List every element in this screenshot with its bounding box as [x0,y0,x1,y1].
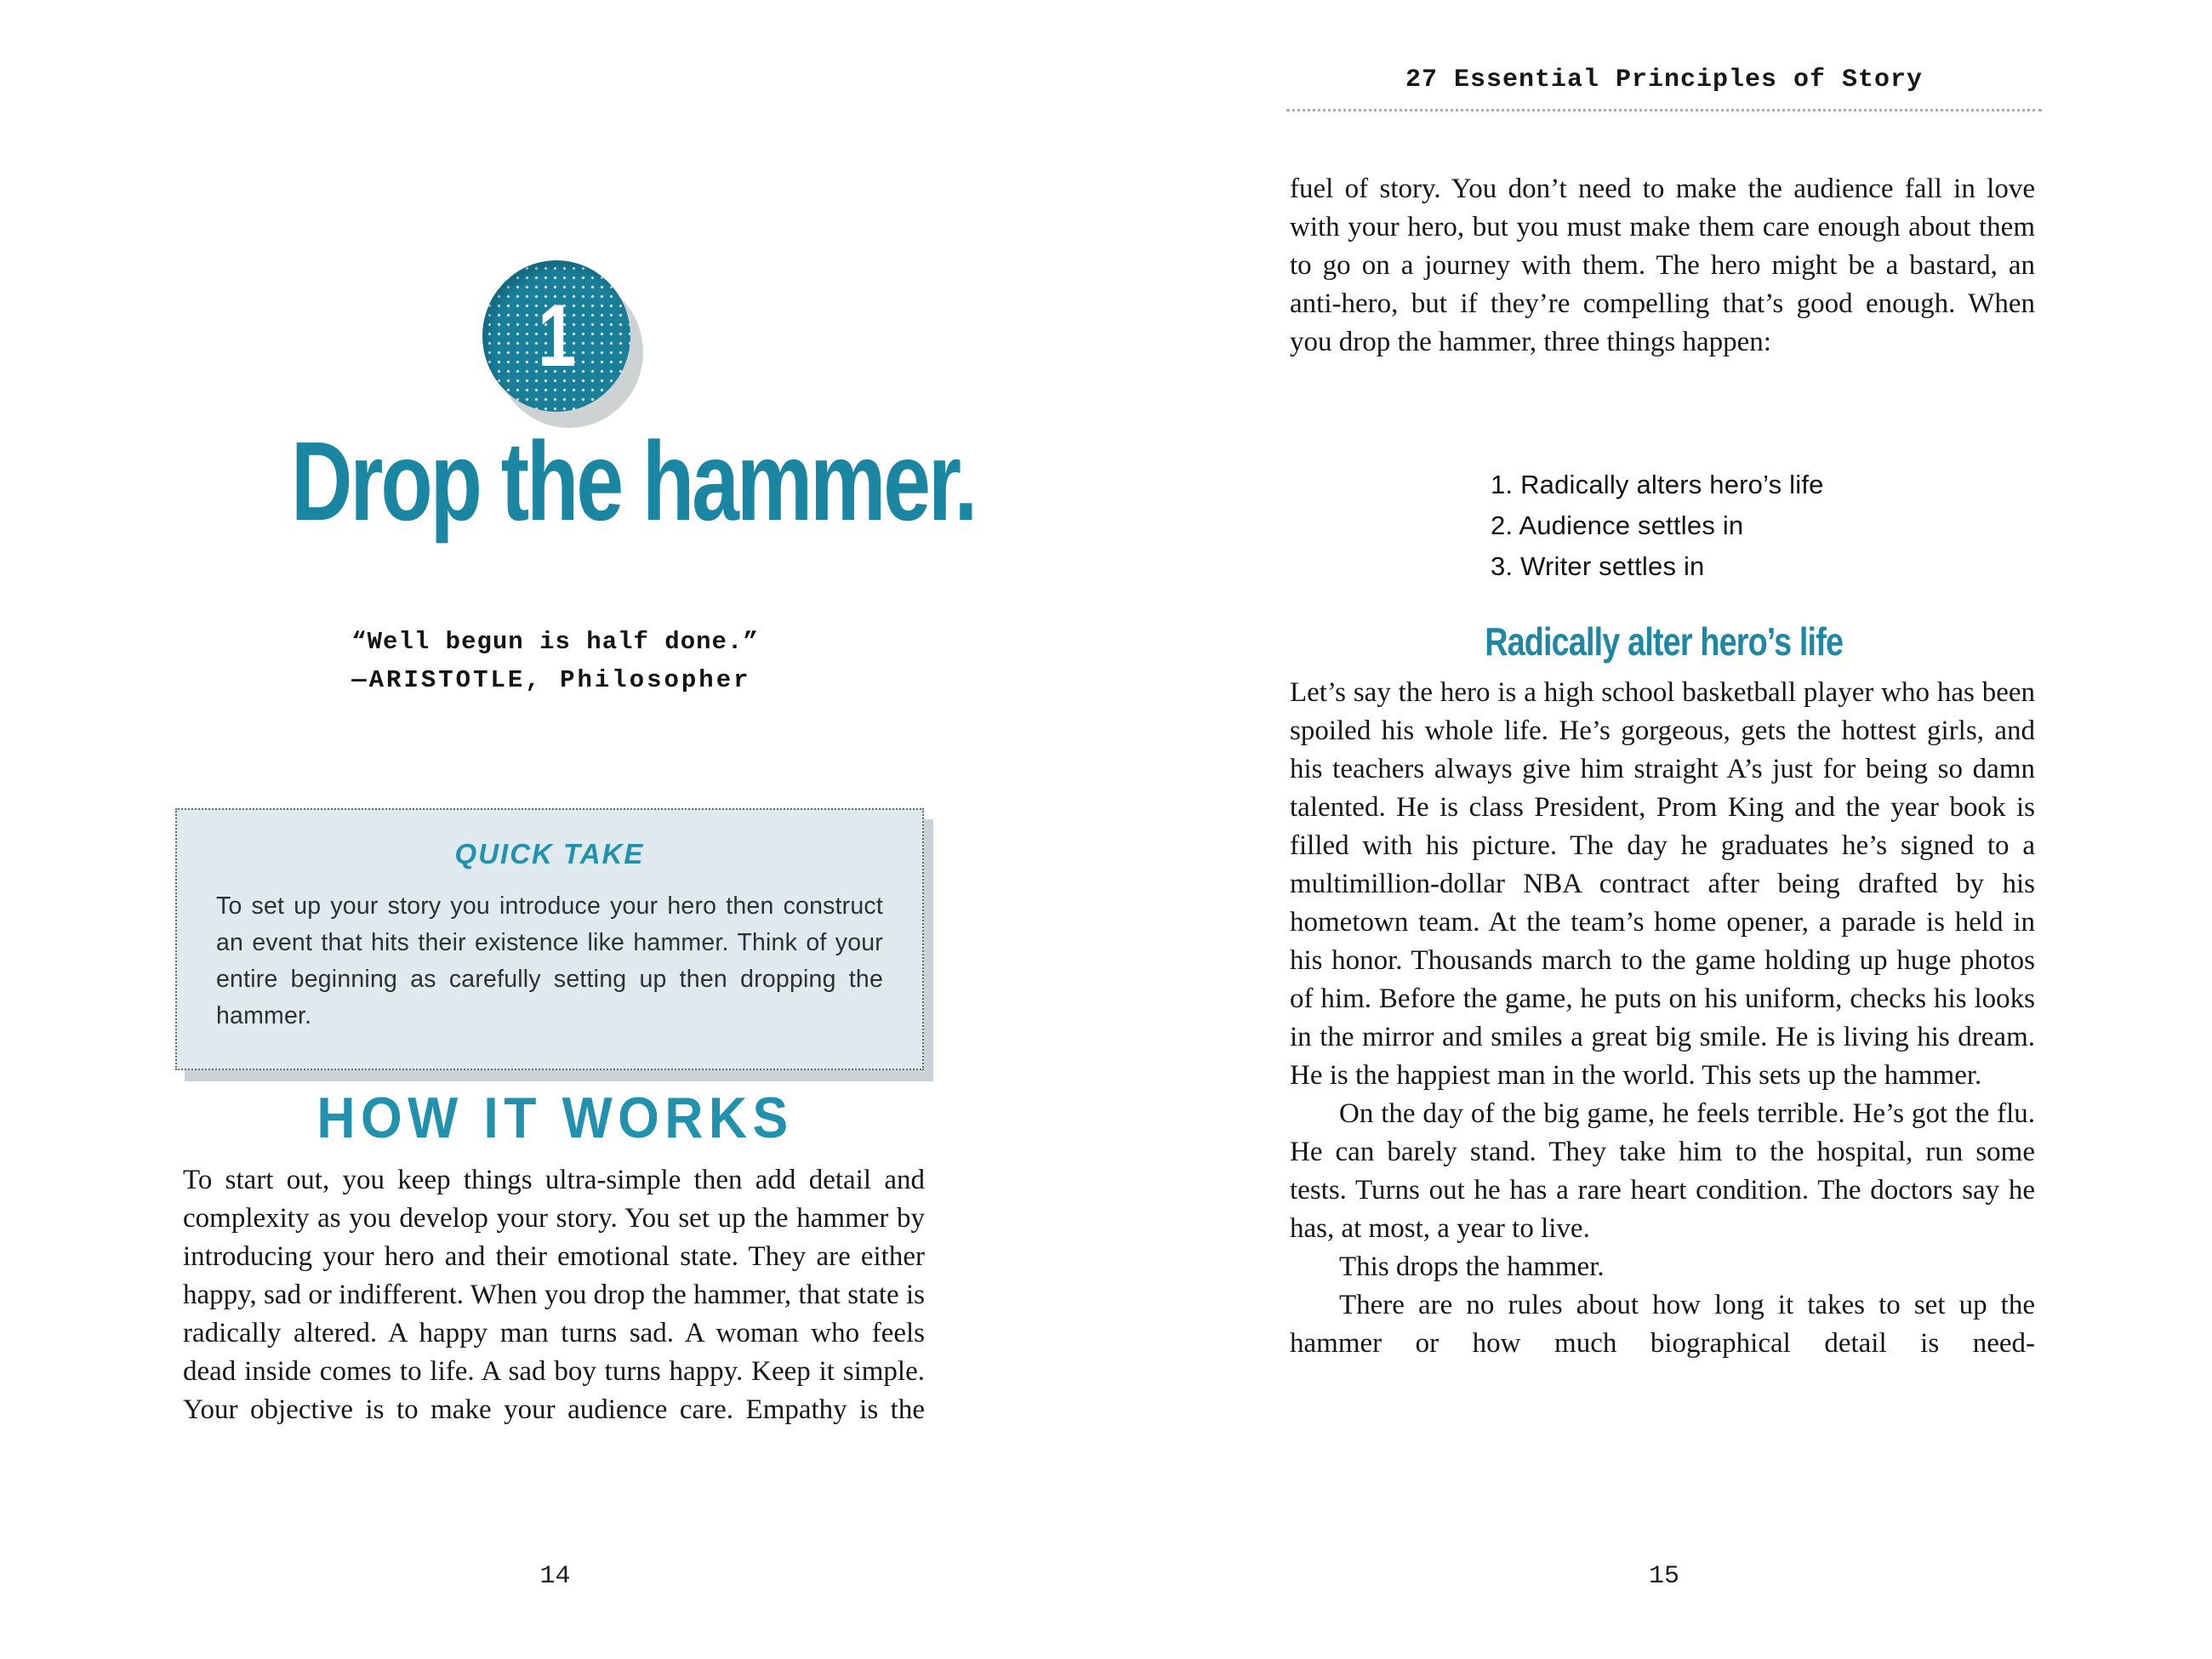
quick-take-box [175,808,924,1070]
epigraph-attribution-line: —ARISTOTLE, Philosopher [351,666,751,694]
right-page-paragraph-2: Let’s say the hero is a high school basketball player who has been spoiled his whole life. He’s gorgeous, gets the hottest girls, and his teachers always give him straight A’s just for being so damn talented. He is class President, Prom King and the year book is filled with his picture. The day he graduates he’s signed to a multimillion-dollar NBA contract after being drafted by his hometown team. At the team’s home opener, a parade is held in his honor. Thousands march to the game holding up huge photos of him. Before the game, he puts on his uniform, checks his looks in the mirror and smiles a great big smile. He is living his dream. He is the happiest man in the world. This sets up the hammer. [1290,677,2035,1091]
quick-take-body: To set up your story you introduce your hero then construct an event that hits their existence like hammer. Think of your entire beginning as carefully setting up then dropping the hammer. [216,892,883,1029]
chapter-number-badge [482,260,630,412]
right-page-paragraph-1: fuel of story. You don’t need to make the audience fall in love with your hero, but you must make them care enough about them to go on a journey with them. The hero might be a bastard, an anti-hero, but if they’re compelling that’s good enough. When you drop the hammer, three things happen: [1290,174,2035,357]
section-subhead [1290,619,2038,664]
quick-take-heading: QUICK TAKE [454,838,645,869]
right-page-paragraph-5: There are no rules about how long it takes to set up the hammer or how much biographical detail is need- [1290,1290,2035,1359]
left-page-number: 14 [539,1562,571,1591]
epigraph-quote-line: “Well begun is half done.” [351,628,759,656]
left-page-body-paragraph: To start out, you keep things ultra-simple then add detail and complexity as you develop your story. You set up the hammer by introducing your hero and their emotional state. They are either happy, sad or indifferent. When you drop the hammer, that state is radically altered. A happy man turns sad. A woman who feels dead inside comes to life. A sad boy turns happy. Keep it simple. Your objective is to make your audience care. Empathy is the [183,1165,925,1425]
right-page-body [1290,674,2035,1363]
right-page-paragraph-4: This drops the hammer. [1339,1251,1605,1282]
running-head-rule [1286,109,2042,111]
epigraph [183,623,927,699]
list-item: 2. Audience settles in [1491,510,1744,540]
how-it-works-heading-text: HOW IT WORKS [316,1086,794,1150]
chapter-title-text: Drop the hammer. [290,419,976,544]
epigraph-text [351,623,758,699]
chapter-number: 1 [538,287,575,385]
list-item: 3. Writer settles in [1491,551,1705,581]
three-things-list [1491,465,2018,587]
section-subhead-text: Radically alter hero’s life [1485,619,1844,664]
chapter-title [183,419,976,544]
list-item: 1. Radically alters hero’s life [1491,470,1824,499]
how-it-works-heading [183,1087,927,1149]
running-head: 27 Essential Principles of Story [1405,66,1924,94]
right-page-number: 15 [1648,1562,1679,1591]
right-page-paragraph-3: On the day of the big game, he feels terrible. He’s got the flu. He can barely stand. They take him to the hospital, run some tests. Turns out he has a rare heart condition. The doctors say he has, at most, a year to live. [1290,1098,2035,1244]
